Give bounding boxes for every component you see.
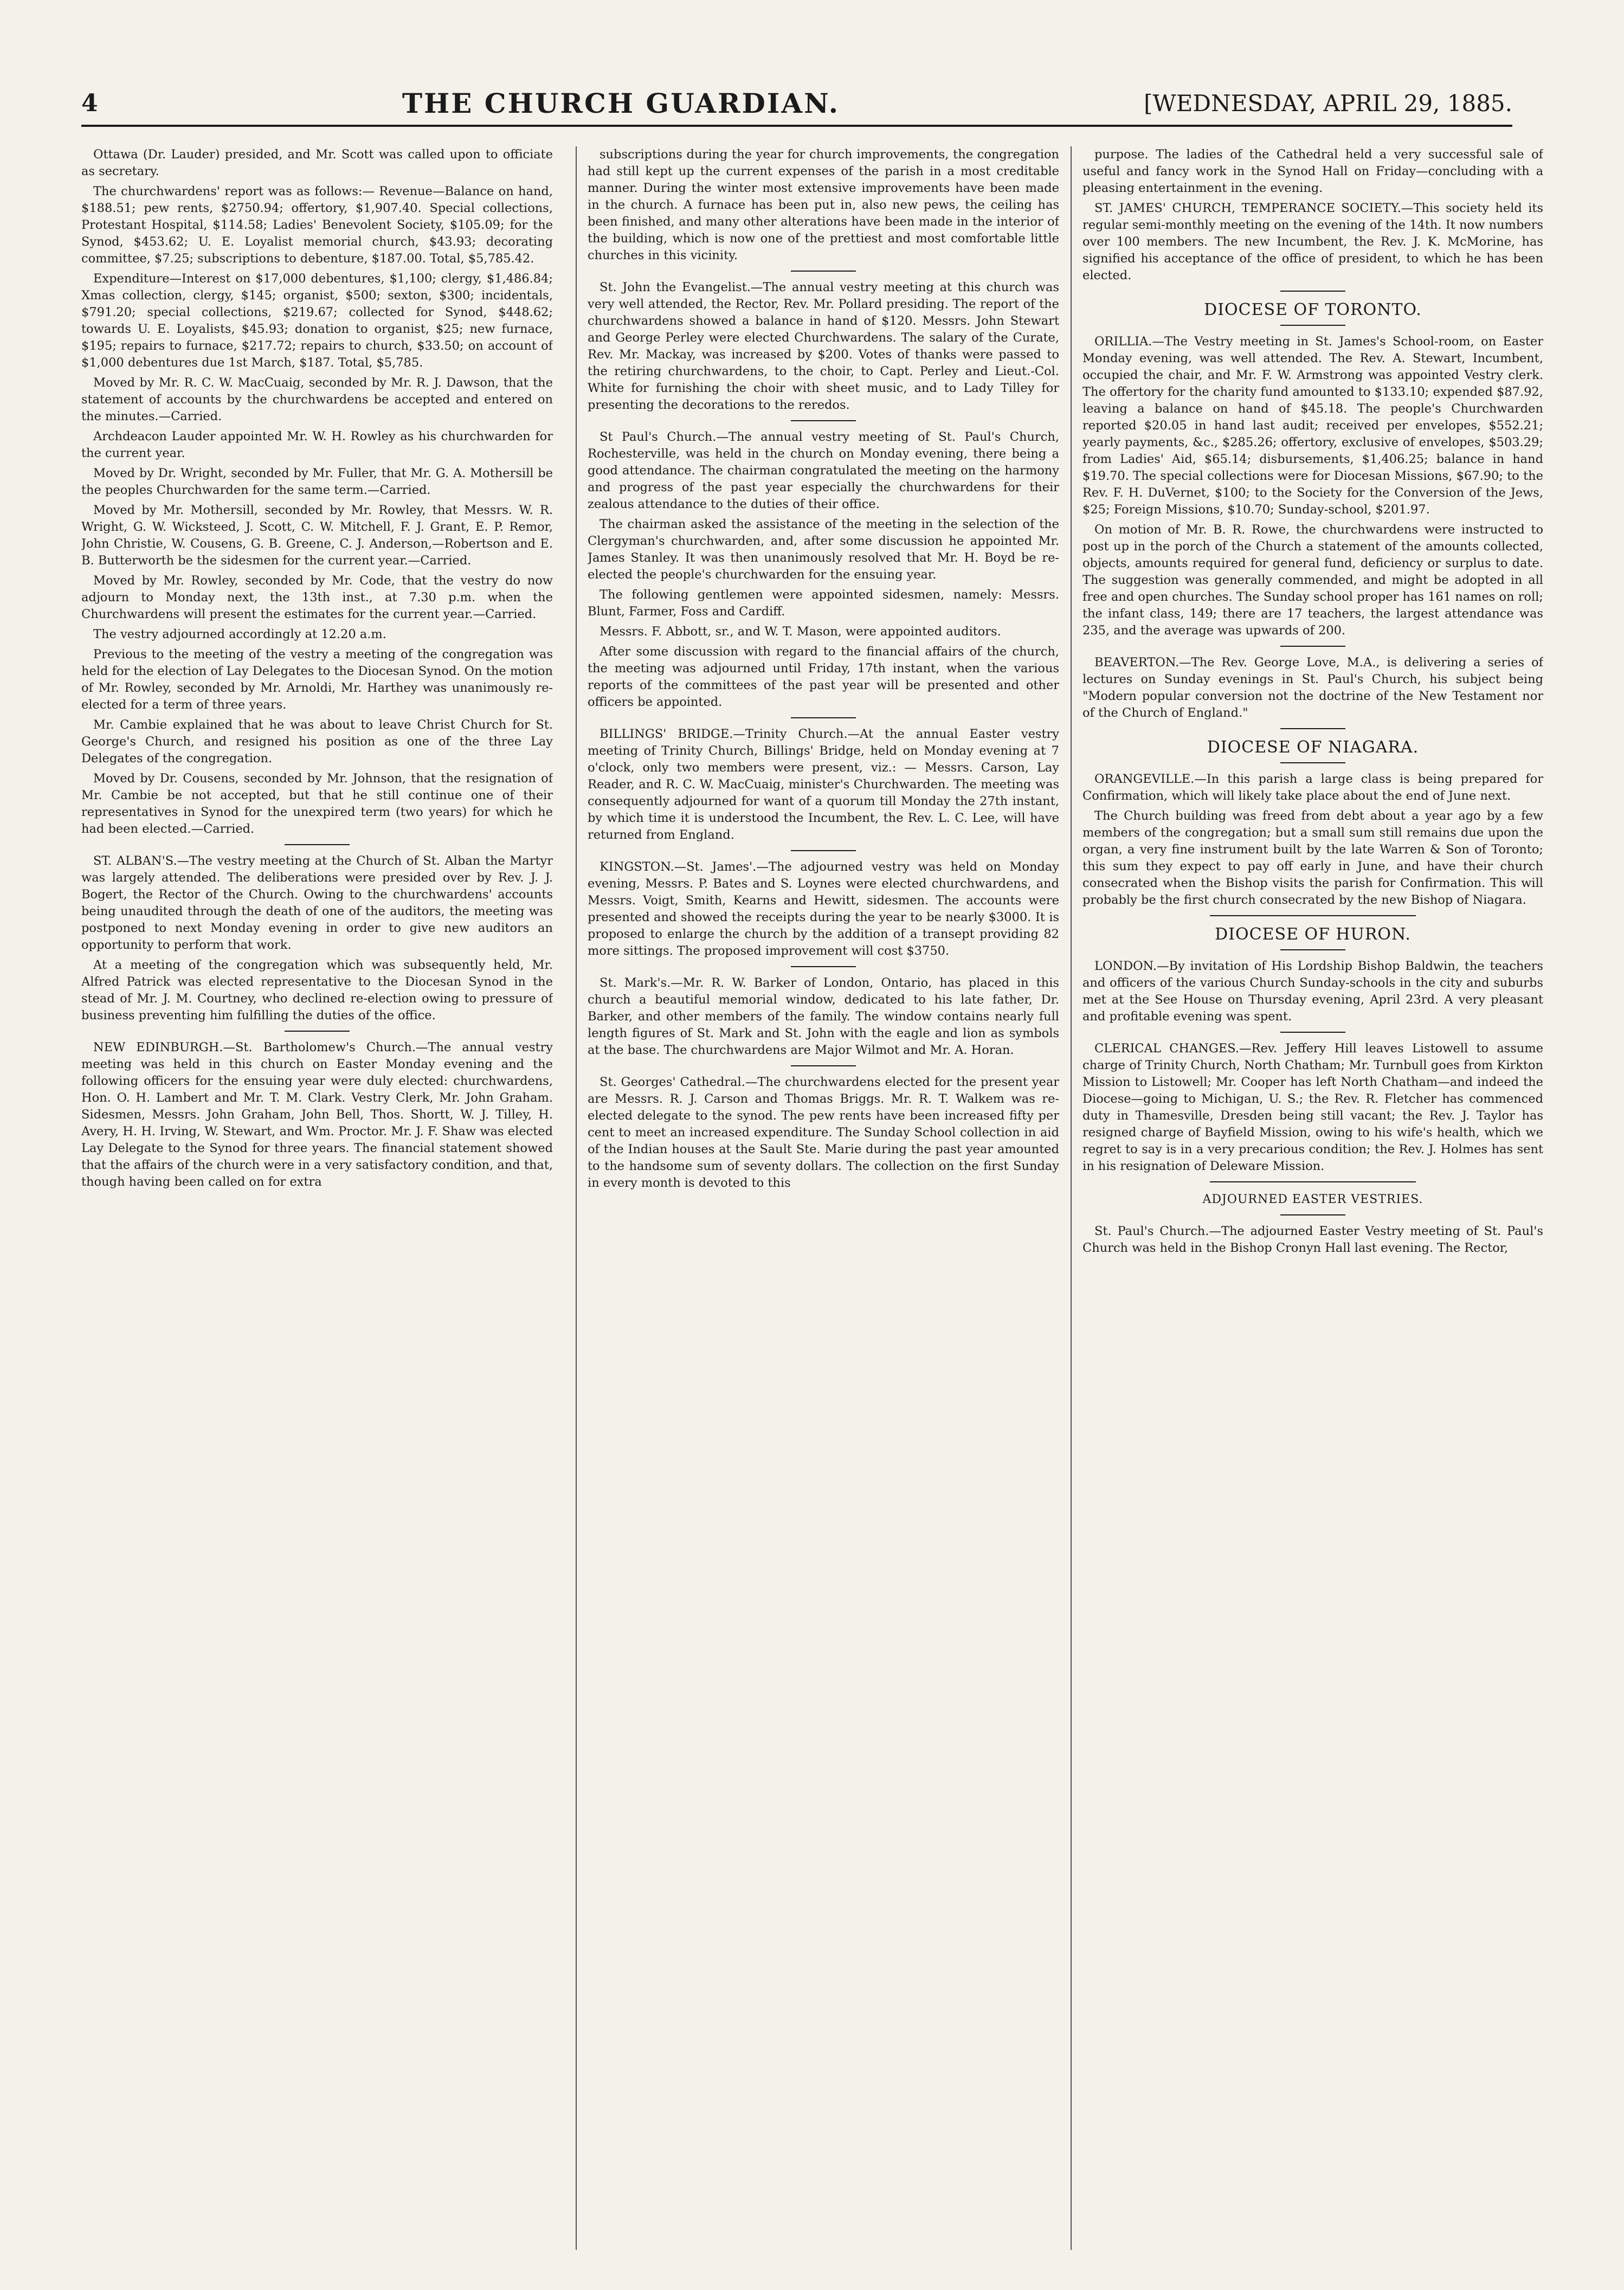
section-rule — [285, 844, 350, 845]
paragraph: purpose. The ladies of the Cathedral held a very successful sale of useful and fancy work in the Synod Hall on Friday—concluding with a pleasing entertainment in the evening. — [1082, 147, 1543, 195]
column-2 — [588, 146, 1059, 2250]
section-heading: DIOCESE OF HURON. — [1215, 925, 1411, 944]
paragraph: On motion of Mr. B. R. Rowe, the churchwardens were instructed to post up in the porch of the Church a statement of the amounts collected, objects, amounts required for general fund, deficiency or surplus to date. The suggestion was generally commended, and might be adopted in all free and open churches. The Sunday school proper has 161 names on roll; the infant class, 149; there are 17 teachers, the largest attendance was 235, and the average was upwards of 200. — [1082, 523, 1543, 638]
column-divider — [576, 146, 577, 2250]
paragraph: Archdeacon Lauder appointed Mr. W. H. Rowley as his churchwarden for the current year. — [81, 429, 553, 460]
paragraph: ST. ALBAN'S.—The vestry meeting at the Church of St. Alban the Martyr was largely attended. The deliberations were presided over by Rev. J. J. Bogert, the Rector of the Church. Owing to the churchwardens' accounts being unaudited through the death of one of the auditors, the meeting was postponed to next Monday evening in order to give new auditors an opportunity to perform that work. — [81, 854, 553, 952]
paragraph: Expenditure—Interest on $17,000 debentures, $1,100; clergy, $1,486.84; Xmas collection, clergy, $145; organist, $500; sexton, $300; incidentals, $791.20; special collections, $219.67; collected for Synod, $448.62; towards U. E. Loyalists, $45.93; donation to organist, $25; new furnace, $195; repairs to furnace, $217.72; repairs to church, $33.50; on account of $1,000 debentures due 1st March, $187. Total, $5,785. — [81, 272, 553, 370]
paragraph: LONDON.—By invitation of His Lordship Bishop Baldwin, the teachers and officers of the various Church Sunday-schools in the city and suburbs met at the See House on Thursday evening, April 23rd. A very pleasant and profitable evening was spent. — [1082, 959, 1543, 1024]
section-rule — [1280, 291, 1345, 292]
paragraph: The following gentlemen were appointed sidesmen, namely: Messrs. Blunt, Farmer, Foss and Cardiff. — [588, 588, 1059, 619]
section-rule — [791, 850, 856, 851]
paragraph: Ottawa (Dr. Lauder) presided, and Mr. Scott was called upon to officiate as secretary. — [81, 147, 553, 178]
section-rule — [791, 271, 856, 272]
paragraph: St. Georges' Cathedral.—The churchwardens elected for the present year are Messrs. R. J. Carson and Thomas Briggs. Mr. R. T. Walkem was re-elected delegate to the synod. The pew rents have been increased fifty per cent to meet an increased expenditure. The Sunday School collection in aid of the Indian houses at the Sault Ste. Marie during the past year amounted to the handsome sum of seventy dollars. The collection on the first Sunday in every month is devoted to this — [588, 1075, 1059, 1190]
paragraph: KINGSTON.—St. James'.—The adjourned vestry was held on Monday evening, Messrs. P. Bates and S. Loynes were elected churchwardens, and Messrs. Voigt, Smith, Kearns and Hewitt, sidesmen. The accounts were presented and showed the receipts during the year to be nearly $3000. It is proposed to enlarge the church by the addition of a transept providing 82 more sittings. The proposed improvement will cost $3750. — [588, 860, 1059, 958]
column-1 — [81, 146, 553, 2250]
paragraph: Previous to the meeting of the vestry a meeting of the congregation was held for the election of Lay Delegates to the Diocesan Synod. On the motion of Mr. Rowley, seconded by Mr. Arnoldi, Mr. Harthey was unanimously re-elected for a term of three years. — [81, 647, 553, 712]
section-rule — [791, 420, 856, 421]
paragraph: The churchwardens' report was as follows:— Revenue—Balance on hand, $188.51; pew rents, $2750.94; offertory, $1,907.40. Special collections, Protestant Hospital, $114.58; Ladies' Benevolent Society, $105.09; for the Synod, $453.62; U. E. Loyalist memorial church, $43.93; decorating committee, $7.25; subscriptions to debenture, $187.00. Total, $5,785.42. — [81, 184, 553, 266]
section-rule — [1280, 762, 1345, 763]
section-rule — [791, 966, 856, 967]
paragraph: Moved by Mr. Rowley, seconded by Mr. Code, that the vestry do now adjourn to Monday next, the 13th inst., at 7.30 p.m. when the Churchwardens will present the estimates for the current year.—Carried. — [81, 574, 553, 621]
section-rule — [791, 1065, 856, 1066]
paragraph: ST. JAMES' CHURCH, TEMPERANCE SOCIETY.—This society held its regular semi-monthly meeting on the evening of the 14th. It now numbers over 100 members. The new Incumbent, the Rev. J. K. McMorine, has signified his acceptance of the office of president, to which he has been elected. — [1082, 201, 1543, 282]
masthead-title: THE CHURCH GUARDIAN. — [402, 87, 840, 119]
paragraph: Moved by Dr. Wright, seconded by Mr. Fuller, that Mr. G. A. Mothersill be the peoples Churchwarden for the same term.—Carried. — [81, 466, 553, 497]
paragraph: BILLINGS' BRIDGE.—Trinity Church.—At the annual Easter vestry meeting of Trinity Church, Billings' Bridge, held on Monday evening at 7 o'clock, only two members were present, viz.: — Messrs. Carson, Lay Reader, and R. C. W. MacCuaig, minister's Churchwarden. The meeting was consequently adjourned for want of a quorum till Monday the 27th instant, by which time it is understood the Incumbent, the Rev. L. C. Lee, will have returned from England. — [588, 727, 1059, 842]
paragraph: CLERICAL CHANGES.—Rev. Jeffery Hill leaves Listowell to assume charge of Trinity Church, North Chatham; Mr. Turnbull goes from Kirkton Mission to Listowell; Mr. Cooper has left North Chatham—and indeed the Diocese—going to Michigan, U. S.; the Rev. R. Fletcher has commenced duty in Thamesville, Dresden being still vacant; the Rev. J. Taylor has resigned charge of Bayfield Mission, owing to his wife's health, which we regret to say is in a very precarious condition; the Rev. J. Holmes has sent in his resignation of Deleware Mission. — [1082, 1041, 1543, 1173]
paragraph: Messrs. F. Abbott, sr., and W. T. Mason, were appointed auditors. — [600, 625, 1001, 639]
section-rule — [1210, 1181, 1416, 1182]
section-rule — [285, 1031, 350, 1032]
page-number: 4 — [81, 89, 98, 117]
paragraph: After some discussion with regard to the financial affairs of the church, the meeting was adjourned until Friday, 17th instant, when the various reports of the committees of the past year will be presented and other officers be appointed. — [588, 645, 1059, 709]
paragraph: St Paul's Church.—The annual vestry meeting of St. Paul's Church, Rochesterville, was held in the church on Monday evening, there being a good attendance. The chairman congratulated the meeting on the harmony and progress of the past year especially the churchwardens for their zealous attendance to the duties of their office. — [588, 430, 1059, 511]
paragraph: Moved by Dr. Cousens, seconded by Mr. Johnson, that the resignation of Mr. Cambie be not accepted, but that he still continue one of their representatives in Synod for the unexpired term (two years) for which he had been elected.—Carried. — [81, 771, 553, 836]
section-rule — [1280, 728, 1345, 729]
column-divider — [1071, 146, 1072, 2250]
paragraph: The chairman asked the assistance of the meeting in the selection of the Clergyman's churchwarden, and, after some discussion he appointed Mr. James Stanley. It was then unanimously resolved that Mr. H. Boyd be re-elected the people's churchwarden for the ensuing year. — [588, 517, 1059, 582]
section-rule — [791, 717, 856, 718]
section-rule — [1280, 646, 1345, 647]
section-rule — [1280, 1032, 1345, 1033]
section-heading: DIOCESE OF TORONTO. — [1204, 300, 1422, 319]
section-rule — [1210, 915, 1416, 916]
paragraph: The Church building was freed from debt about a year ago by a few members of the congregation; but a small sum still remains due upon the organ, a very fine instrument built by the late Warren & Son of Toronto; this sum they expect to pay off early in June, and have their church consecrated when the Bishop visits the parish for Confirmation. This will probably be the first church consecrated by the new Bishop of Niagara. — [1082, 809, 1543, 907]
paragraph: Mr. Cambie explained that he was about to leave Christ Church for St. George's Church, and resigned his position as one of the three Lay Delegates of the congregation. — [81, 718, 553, 766]
section-heading: ADJOURNED EASTER VESTRIES. — [1202, 1193, 1423, 1206]
section-heading: DIOCESE OF NIAGARA. — [1207, 738, 1419, 757]
paragraph: subscriptions during the year for church improvements, the congregation had still kept up the current expenses of the parish in a most creditable manner. During the winter most extensive improvements have been made in the church. A furnace has been put in, also new pews, the ceiling has been finished, and many other alterations have been made in the interior of the building, which is now one of the prettiest and most comfortable little churches in this vicinity. — [588, 147, 1059, 262]
paragraph: St. John the Evangelist.—The annual vestry meeting at this church was very well attended, the Rector, Rev. Mr. Pollard presiding. The report of the churchwardens showed a balance in hand of $120. Messrs. John Stewart and George Perley were elected Churchwardens. The salary of the Curate, Rev. Mr. Mackay, was increased by $200. Votes of thanks were passed to the retiring churchwardens, to the choir, to Capt. Perley and Lieut.-Col. White for furnishing the choir with sheet music, and to Lady Tilley for presenting the decorations to the reredos. — [588, 280, 1059, 412]
page-header — [81, 81, 1512, 127]
paragraph: ORANGEVILLE.—In this parish a large class is being prepared for Confirmation, which will likely take place about the end of June next. — [1082, 772, 1543, 803]
paragraph: The vestry adjourned accordingly at 12.20 a.m. — [93, 627, 386, 641]
paragraph: NEW EDINBURGH.—St. Bartholomew's Church.—The annual vestry meeting was held in this church on Easter Monday evening and the following officers for the ensuing year were duly elected: churchwardens, Hon. O. H. Lambert and Mr. T. M. Clark. Vestry Clerk, Mr. John Graham. Sidesmen, Messrs. John Graham, John Bell, Thos. Shortt, W. J. Tilley, H. Avery, H. H. Irving, W. Stewart, and Wm. Proctor. Mr. J. F. Shaw was elected Lay Delegate to the Synod for three years. The financial statement showed that the affairs of the church were in a very satisfactory condition, and that, though having been called on for extra — [81, 1040, 553, 1189]
paragraph: Moved by Mr. R. C. W. MacCuaig, seconded by Mr. R. J. Dawson, that the statement of accounts by the churchwardens be accepted and entered on the minutes.—Carried. — [81, 376, 553, 423]
paragraph: St. Mark's.—Mr. R. W. Barker of London, Ontario, has placed in this church a beautiful memorial window, dedicated to his late father, Dr. Barker, and other members of the family. The window contains nearly full length figures of St. Mark and St. John with the eagle and lion as symbols at the base. The churchwardens are Major Wilmot and Mr. A. Horan. — [588, 976, 1059, 1057]
section-rule — [1280, 325, 1345, 326]
paragraph: St. Paul's Church.—The adjourned Easter Vestry meeting of St. Paul's Church was held in the Bishop Cronyn Hall last evening. The Rector, — [1082, 1224, 1543, 1255]
section-rule — [1280, 949, 1345, 950]
paragraph: Moved by Mr. Mothersill, seconded by Mr. Rowley, that Messrs. W. R. Wright, G. W. Wicksteed, J. Scott, C. W. Mitchell, F. J. Grant, E. P. Remor, John Christie, W. Cousens, G. B. Greene, C. J. Anderson,—Robertson and E. B. Butterworth be the sidesmen for the current year.—Carried. — [81, 503, 553, 568]
paragraph: ORILLIA.—The Vestry meeting in St. James's School-room, on Easter Monday evening, was well attended. The Rev. A. Stewart, Incumbent, occupied the chair, and Mr. F. W. Armstrong was appointed Vestry clerk. The offertory for the charity fund amounted to $133.10; expended $87.92, leaving a balance on hand of $45.18. The people's Churchwarden reported $20.05 in hand last audit; received per envelopes, $552.21; yearly payments, &c., $285.26; offertory, exclusive of envelopes, $503.29; from Ladies' Aid, $65.14; disbursements, $1,406.25; balance in hand $19.70. The special collections were for Diocesan Missions, $67.90; to the Rev. F. H. DuVernet, $100; to the Society for the Conversion of the Jews, $25; Foreign Missions, $10.70; Sunday-school, $201.97. — [1082, 335, 1543, 517]
paragraph: BEAVERTON.—The Rev. George Love, M.A., is delivering a series of lectures on Sunday evenings in St. Paul's Church, his subject being "Modern popular conversion not the doctrine of the New Testament nor of the Church of England." — [1082, 655, 1543, 720]
paragraph: At a meeting of the congregation which was subsequently held, Mr. Alfred Patrick was elected representative to the Diocesan Synod in the stead of Mr. J. M. Courtney, who declined re-election owing to pressure of business preventing him fulfilling the duties of the office. — [81, 958, 553, 1022]
column-3 — [1082, 146, 1543, 2250]
issue-date: [WEDNESDAY, APRIL 29, 1885. — [1144, 89, 1512, 117]
section-rule — [1280, 1214, 1345, 1215]
